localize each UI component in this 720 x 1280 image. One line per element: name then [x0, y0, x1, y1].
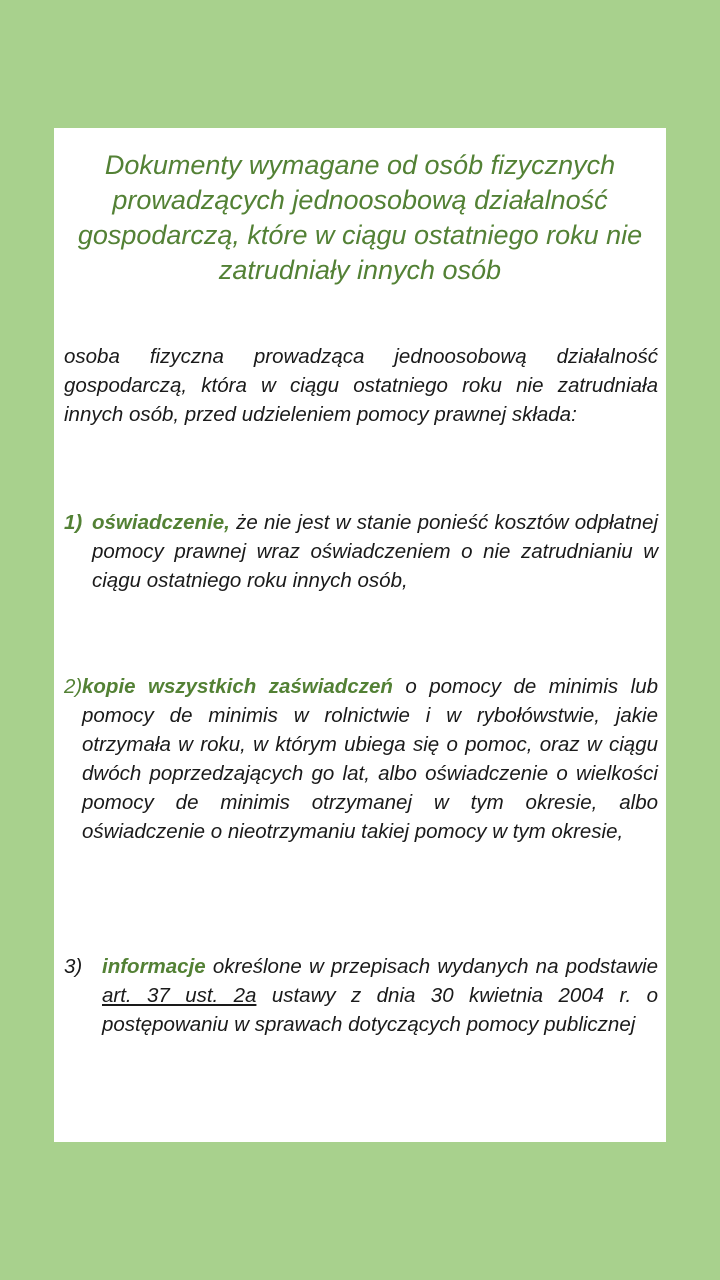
item-number: 2)	[64, 675, 83, 698]
item-text	[102, 952, 658, 1039]
item-body: że nie jest w stanie ponieść kosztów odpłatnej pomocy prawnej wraz oświadczeniem o nie zatrudnianiu w ciągu ostatniego roku innych osób,	[92, 511, 658, 592]
item-keyword: informacje	[102, 955, 206, 978]
item-body-after: ustawy z dnia 30 kwietnia 2004 r. o postępowaniu w sprawach dotyczących pomocy publicznej	[102, 984, 658, 1036]
item-number: 3)	[64, 955, 83, 978]
item-keyword: oświadczenie,	[92, 511, 230, 534]
list-item-1	[64, 508, 658, 595]
page-title: Dokumenty wymagane od osób fizycznych prowadzących jednoosobową działalność gospodarczą, które w ciągu ostatniego roku nie zatrudniały innych osób	[77, 150, 643, 285]
list-item-2	[64, 672, 658, 846]
item-text	[92, 508, 658, 595]
law-reference-link[interactable]: art. 37 ust. 2a	[102, 984, 257, 1007]
item-keyword: kopie wszystkich zaświadczeń	[82, 675, 393, 698]
list-item-3	[64, 952, 658, 1039]
item-body: o pomocy de minimis lub pomocy de minimis w rolnictwie i w rybołówstwie, jakie otrzymała w roku, w którym ubiega się o pomoc, oraz w ciągu dwóch poprzedzających go lat, albo oświadczenie o wielkości pomocy de minimis otrzymanej w tym okresie, albo oświadczenie o nieotrzymaniu takiej pomocy w tym okresie,	[82, 675, 658, 843]
document-card	[54, 128, 666, 1142]
item-number: 1)	[64, 511, 83, 534]
intro-paragraph: osoba fizyczna prowadząca jednoosobową działalność gospodarczą, która w ciągu ostatniego roku nie zatrudniała innych osób, przed udzieleniem pomocy prawnej składa:	[64, 345, 658, 426]
item-text	[82, 672, 658, 846]
item-body-before: określone w przepisach wydanych na podstawie	[205, 955, 658, 978]
